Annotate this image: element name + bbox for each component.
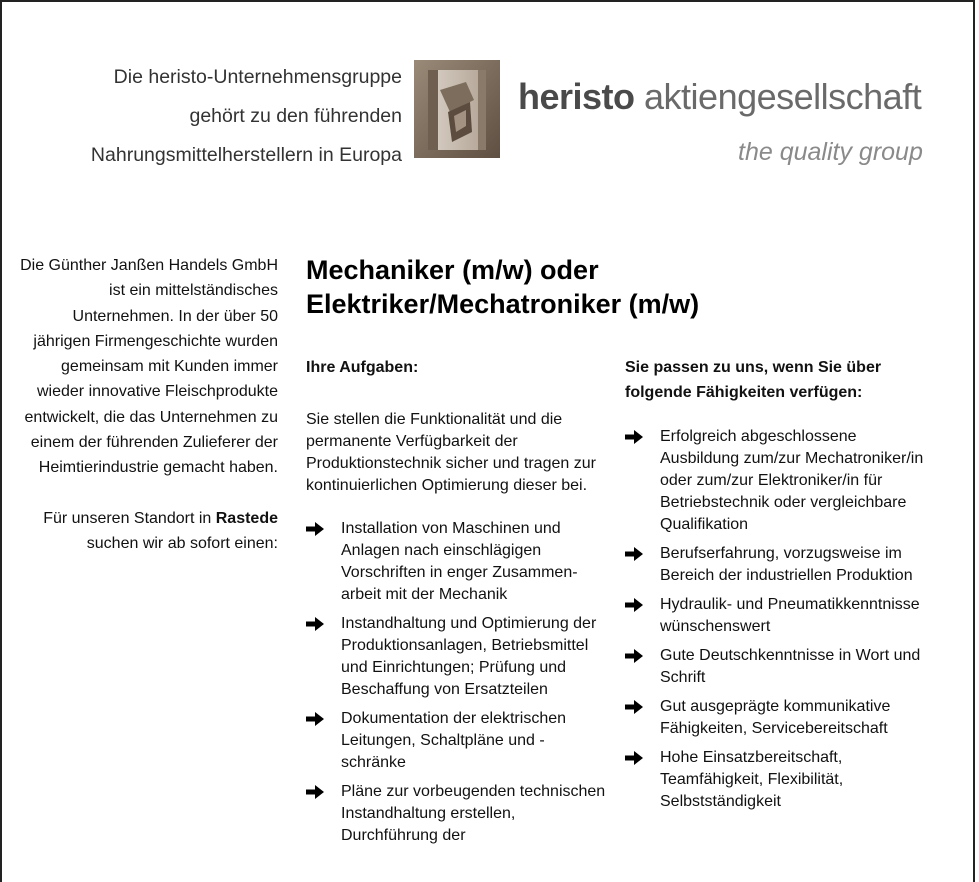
- right-arrow-icon: [625, 700, 643, 714]
- right-arrow-icon: [306, 712, 324, 726]
- profile-text: Hydraulik- und Pneumatikkenntnisse wünschenswert: [660, 596, 920, 635]
- brand-slogan: the quality group: [738, 138, 923, 166]
- group-tagline: [40, 58, 402, 175]
- tagline-line: Die heristo-Unternehmensgruppe: [113, 66, 402, 88]
- tasks-section: [306, 355, 606, 854]
- brand-name-light: aktiengesellschaft: [634, 76, 922, 117]
- list-item: [306, 518, 606, 606]
- company-intro: [14, 253, 278, 556]
- job-title-line: Elektriker/Mechatroniker (m/w): [306, 289, 700, 319]
- tasks-lead: Sie stellen die Funktionalität und die permanente Verfügbarkeit der Produktionstechnik sicher und tragen zur kontinuierlichen Optimierung dieser bei.: [306, 411, 596, 494]
- tagline-line: gehört zu den führenden: [189, 105, 402, 127]
- list-item: [625, 747, 925, 813]
- location-suffix: suchen wir ab sofort einen:: [86, 534, 278, 552]
- profile-heading: Sie passen zu uns, wenn Sie über folgende Fähigkeiten verfügen:: [625, 359, 882, 401]
- list-item: [625, 696, 925, 740]
- task-text: Pläne zur vorbeugenden technischen Instandhaltung erstellen, Durchführung der: [341, 783, 606, 844]
- profile-text: Erfolgreich abgeschlossene Ausbildung zum/zur Mechatroniker/in oder zum/zur Elektroniker/in für Betriebstechnik oder vergleichbare Qualifikation: [660, 428, 924, 533]
- brand-name: [518, 76, 921, 118]
- profile-section: [625, 355, 925, 820]
- right-arrow-icon: [625, 598, 643, 612]
- location-paragraph: [14, 506, 278, 557]
- profile-text: Berufserfahrung, vorzugsweise im Bereich der industriellen Produktion: [660, 545, 913, 584]
- list-item: [625, 594, 925, 638]
- profile-list: [625, 426, 925, 813]
- tagline-line: Nahrungsmittelherstellern in Europa: [90, 144, 402, 166]
- list-item: [625, 645, 925, 689]
- profile-text: Hohe Einsatzbereitschaft, Teamfähigkeit, Flexibilität, Selbstständigkeit: [660, 749, 844, 810]
- task-text: Dokumentation der elektrischen Leitungen, Schaltpläne und -schränke: [341, 710, 567, 771]
- profile-text: Gut ausgeprägte kommunikative Fähigkeiten, Servicebereitschaft: [660, 698, 891, 737]
- brand-name-bold: heristo: [518, 76, 635, 117]
- right-arrow-icon: [625, 430, 643, 444]
- list-item: [306, 781, 606, 847]
- list-item: [625, 426, 925, 536]
- job-title: [306, 253, 946, 321]
- right-arrow-icon: [306, 522, 324, 536]
- list-item: [306, 613, 606, 701]
- intro-paragraph: Die Günther Janßen Handels GmbH ist ein mittelständisches Unternehmen. In der über 50 jährigen Firmengeschichte wurden gemeinsam mit Kunden immer wieder innovative Fleischprodukte entwickelt, die das Unternehmen zu einem der führenden Zulieferer der Heimtierindustrie gemacht haben.: [20, 257, 278, 477]
- list-item: [306, 708, 606, 774]
- right-arrow-icon: [625, 547, 643, 561]
- tasks-heading: Ihre Aufgaben:: [306, 359, 419, 376]
- heristo-logo-icon: [414, 60, 500, 158]
- right-arrow-icon: [306, 785, 324, 799]
- right-arrow-icon: [625, 649, 643, 663]
- task-text: Instandhaltung und Optimierung der Produktionsanlagen, Betriebsmittel und Einrichtungen; Prüfung und Beschaffung von Ersatzteilen: [341, 615, 597, 698]
- tasks-list: [306, 518, 606, 847]
- task-text: Installation von Maschinen und Anlagen nach einschlägigen Vorschriften in enger Zusammen-arbeit mit der Mechanik: [341, 520, 578, 603]
- list-item: [625, 543, 925, 587]
- job-title-line: Mechaniker (m/w) oder: [306, 255, 599, 285]
- location-prefix: Für unseren Standort in: [43, 509, 216, 527]
- right-arrow-icon: [625, 751, 643, 765]
- profile-text: Gute Deutschkenntnisse in Wort und Schrift: [660, 647, 921, 686]
- right-arrow-icon: [306, 617, 324, 631]
- location-name: Rastede: [215, 509, 278, 527]
